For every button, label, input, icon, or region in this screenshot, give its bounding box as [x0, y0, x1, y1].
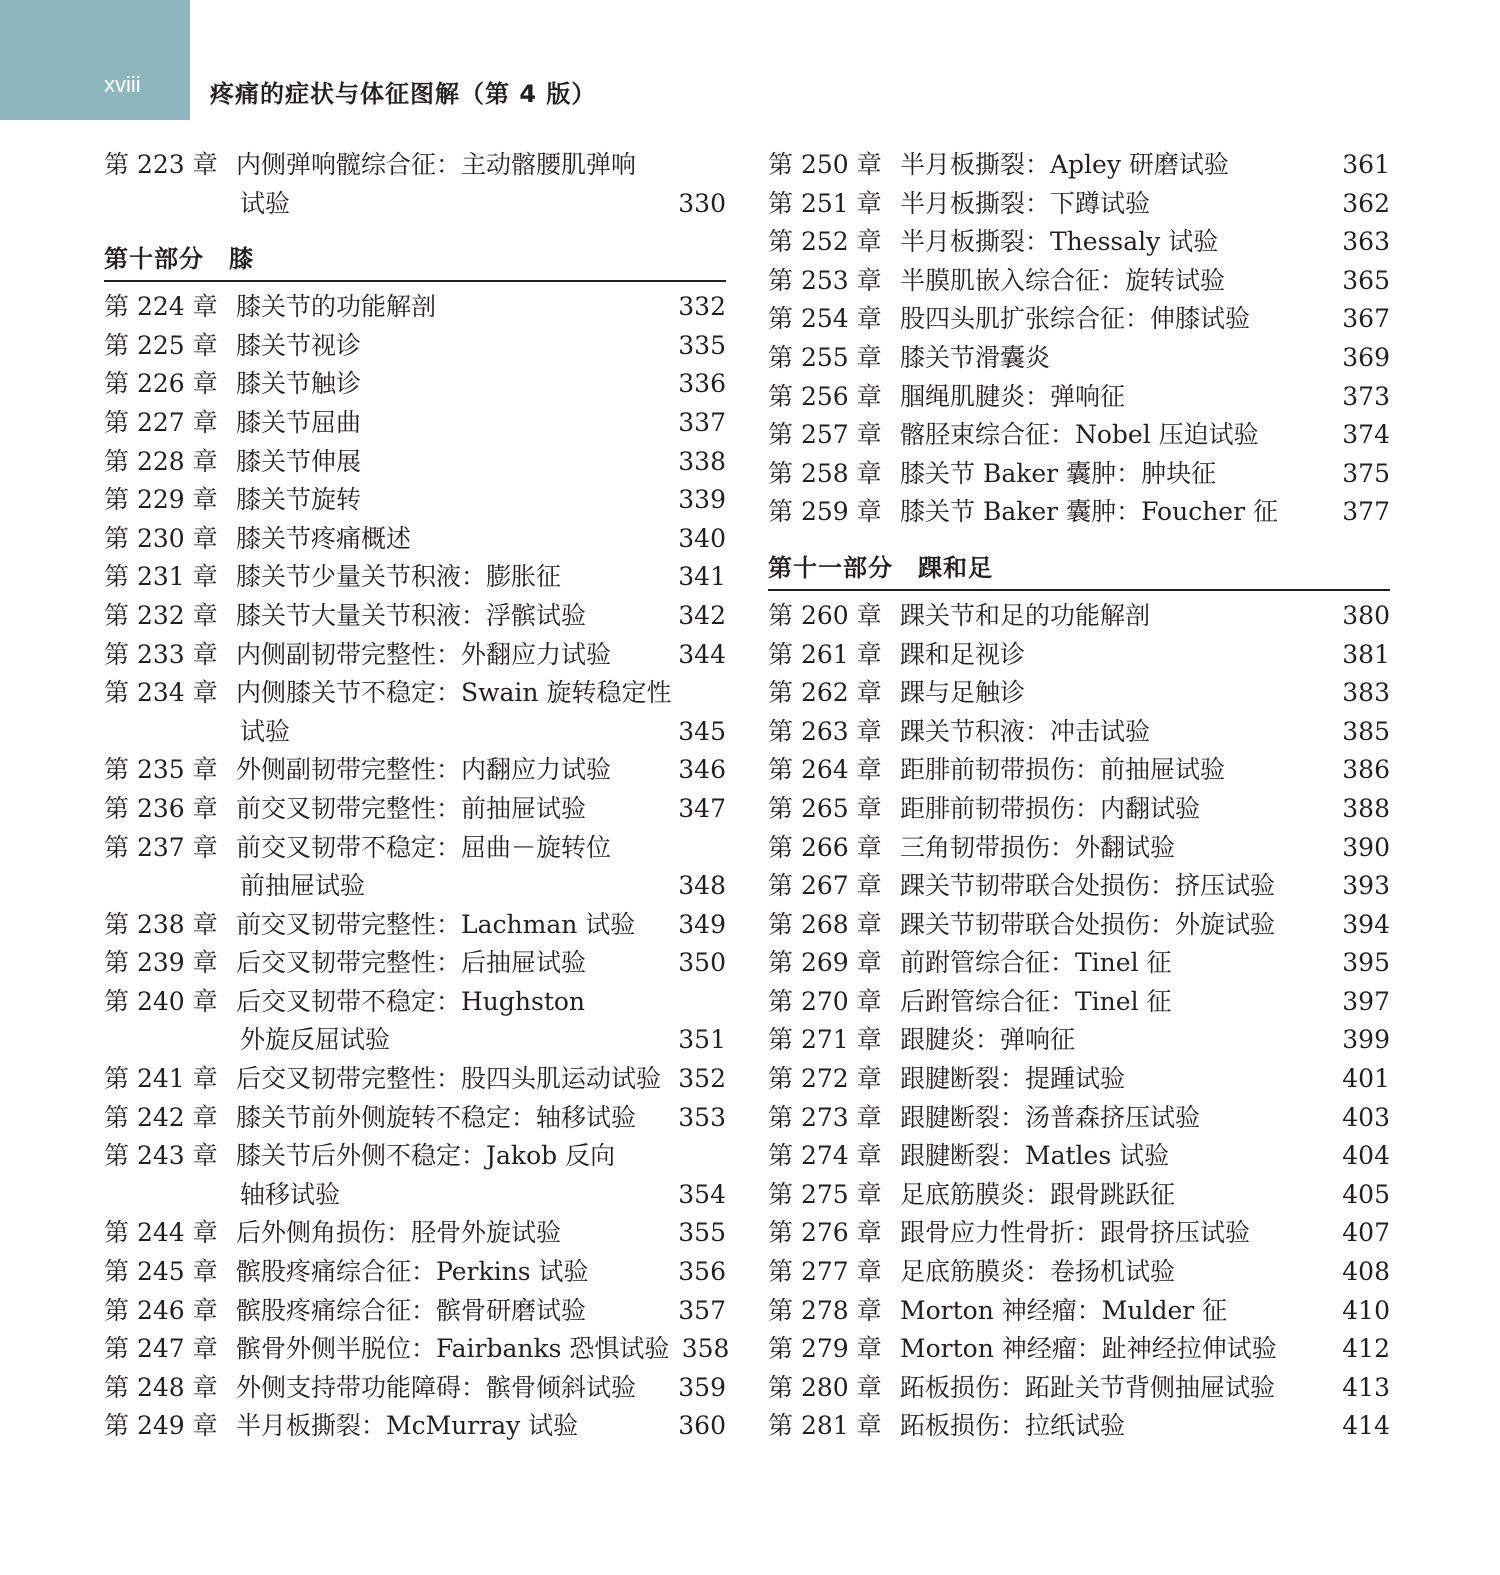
toc-entry-257[interactable]	[768, 416, 1390, 455]
toc-entry-243[interactable]	[104, 1137, 726, 1176]
chapter-number: 第 248 章	[104, 1372, 218, 1402]
page-number: 388	[1342, 793, 1390, 823]
page-number: 346	[678, 755, 726, 785]
chapter-number: 第 268 章	[768, 909, 882, 939]
page-number-roman: xviii	[104, 72, 141, 97]
chapter-title: 股四头肌扩张综合征：伸膝试验	[900, 304, 1251, 334]
chapter-title: 髌骨外侧半脱位：Fairbanks 恐惧试验	[236, 1334, 670, 1364]
toc-entry-241[interactable]	[104, 1060, 726, 1099]
chapter-number: 第 278 章	[768, 1295, 882, 1325]
toc-entry-223-cont	[104, 185, 726, 224]
toc-entry-277[interactable]	[768, 1253, 1390, 1292]
chapter-title: 半月板撕裂：下蹲试验	[900, 188, 1151, 218]
chapter-number: 第 245 章	[104, 1257, 218, 1287]
chapter-title: 膝关节的功能解剖	[236, 292, 437, 322]
chapter-number: 第 241 章	[104, 1064, 218, 1094]
chapter-number: 第 238 章	[104, 909, 218, 939]
chapter-title: 膝关节旋转	[236, 485, 362, 515]
toc-entry-233[interactable]	[104, 636, 726, 675]
chapter-number: 第 256 章	[768, 381, 882, 411]
page-number: 401	[1342, 1064, 1390, 1094]
toc-entry-239[interactable]	[104, 944, 726, 983]
chapter-number: 第 263 章	[768, 716, 882, 746]
page-number: 390	[1342, 832, 1390, 862]
chapter-number: 第 249 章	[104, 1411, 218, 1441]
page-number: 363	[1342, 227, 1390, 257]
chapter-number: 第 261 章	[768, 639, 882, 669]
chapter-number: 第 269 章	[768, 948, 882, 978]
chapter-title: 内侧副韧带完整性：外翻应力试验	[236, 639, 612, 669]
toc-entry-240[interactable]	[104, 983, 726, 1022]
toc-column-right	[768, 146, 1390, 1446]
toc-entry-259[interactable]	[768, 493, 1390, 532]
chapter-title: 膝关节 Baker 囊肿：Foucher 征	[900, 497, 1278, 527]
chapter-title: 外侧支持带功能障碍：髌骨倾斜试验	[236, 1372, 637, 1402]
chapter-number: 第 230 章	[104, 523, 218, 553]
page-number: 339	[678, 485, 726, 515]
toc-entry-230[interactable]	[104, 520, 726, 559]
toc-entry-225[interactable]	[104, 327, 726, 366]
toc-entry-240-cont	[104, 1021, 726, 1060]
chapter-title: 内侧弹响髋综合征：主动髂腰肌弹响	[236, 150, 637, 179]
toc-entry-234-cont	[104, 713, 726, 752]
toc-entry-264[interactable]	[768, 751, 1390, 790]
page-number: 381	[1342, 639, 1390, 669]
page-number: 351	[678, 1025, 726, 1055]
page-number: 383	[1342, 678, 1390, 708]
toc-entry-243-cont	[104, 1176, 726, 1215]
chapter-number: 第 251 章	[768, 188, 882, 218]
section-heading-knee: 第十部分 膝	[104, 239, 726, 282]
chapter-title: 膝关节屈曲	[236, 407, 362, 437]
page-number: 408	[1342, 1257, 1390, 1287]
page-number: 344	[678, 639, 726, 669]
chapter-number: 第 228 章	[104, 446, 218, 476]
page-number: 403	[1342, 1102, 1390, 1132]
chapter-number: 第 258 章	[768, 458, 882, 488]
chapter-title: 跟腱断裂：汤普森挤压试验	[900, 1102, 1201, 1132]
chapter-number: 第 255 章	[768, 342, 882, 372]
page-number: 380	[1342, 600, 1390, 630]
chapter-title-cont: 轴移试验	[240, 1179, 341, 1209]
chapter-title: 后交叉韧带完整性：后抽屉试验	[236, 948, 587, 978]
chapter-title: 髌股疼痛综合征：Perkins 试验	[236, 1257, 589, 1287]
chapter-number: 第 229 章	[104, 485, 218, 515]
page-number: 345	[678, 716, 726, 746]
chapter-number: 第 231 章	[104, 562, 218, 592]
chapter-title-cont: 外旋反屈试验	[240, 1025, 391, 1055]
chapter-title: 膝关节疼痛概述	[236, 523, 412, 553]
page-number: 375	[1342, 458, 1390, 488]
page-number: 352	[678, 1064, 726, 1094]
toc-entry-246[interactable]	[104, 1292, 726, 1331]
page-number: 347	[678, 793, 726, 823]
toc-entry-251[interactable]	[768, 185, 1390, 224]
chapter-title: 踝关节积液：冲击试验	[900, 716, 1151, 746]
chapter-title: 膝关节大量关节积液：浮髌试验	[236, 600, 587, 630]
page-number: 340	[678, 523, 726, 553]
chapter-number: 第 281 章	[768, 1411, 882, 1441]
page-number: 355	[678, 1218, 726, 1248]
chapter-title: 膝关节滑囊炎	[900, 342, 1051, 372]
toc-entry-223[interactable]	[104, 146, 726, 185]
toc-entry-226[interactable]	[104, 365, 726, 404]
page-number: 342	[678, 600, 726, 630]
chapter-number: 第 233 章	[104, 639, 218, 669]
page-number: 414	[1342, 1411, 1390, 1441]
page-number: 338	[678, 446, 726, 476]
chapter-number: 第 225 章	[104, 330, 218, 360]
chapter-title: 前交叉韧带完整性：Lachman 试验	[236, 909, 636, 939]
page-number: 362	[1342, 188, 1390, 218]
toc-entry-253[interactable]	[768, 262, 1390, 301]
page-number: 359	[678, 1372, 726, 1402]
toc-entry-235[interactable]	[104, 751, 726, 790]
chapter-number: 第 254 章	[768, 304, 882, 334]
page-number: 399	[1342, 1025, 1390, 1055]
page-number: 357	[678, 1295, 726, 1325]
toc-entry-275[interactable]	[768, 1176, 1390, 1215]
toc-entry-234[interactable]	[104, 674, 726, 713]
chapter-number: 第 259 章	[768, 497, 882, 527]
toc-entry-266[interactable]	[768, 829, 1390, 868]
page-number: 374	[1342, 420, 1390, 450]
toc-entry-263[interactable]	[768, 713, 1390, 752]
chapter-number: 第 271 章	[768, 1025, 882, 1055]
page-number: 341	[678, 562, 726, 592]
chapter-title-cont: 试验	[240, 716, 291, 746]
page-number: 348	[678, 871, 726, 901]
chapter-number: 第 266 章	[768, 832, 882, 862]
chapter-number: 第 223 章	[104, 150, 218, 179]
chapter-title: 膝关节少量关节积液：膨胀征	[236, 562, 562, 592]
toc-entry-262[interactable]	[768, 674, 1390, 713]
toc-entry-244[interactable]	[104, 1214, 726, 1253]
page-number: 356	[678, 1257, 726, 1287]
page-number: 394	[1342, 909, 1390, 939]
toc-entry-252[interactable]	[768, 223, 1390, 262]
toc-entry-248[interactable]	[104, 1369, 726, 1408]
page-number: 413	[1342, 1372, 1390, 1402]
toc-column-left	[104, 146, 730, 1446]
toc-entry-231[interactable]	[104, 558, 726, 597]
chapter-number: 第 276 章	[768, 1218, 882, 1248]
toc-entry-281[interactable]	[768, 1407, 1390, 1446]
chapter-number: 第 242 章	[104, 1102, 218, 1132]
chapter-title: 膝关节视诊	[236, 330, 362, 360]
chapter-title: 半月板撕裂：McMurray 试验	[236, 1411, 579, 1441]
page-number: 397	[1342, 986, 1390, 1016]
chapter-title: Morton 神经瘤：Mulder 征	[900, 1295, 1228, 1325]
page-number: 349	[678, 909, 726, 939]
page-number: 407	[1342, 1218, 1390, 1248]
toc-entry-255[interactable]	[768, 339, 1390, 378]
toc-entry-269[interactable]	[768, 944, 1390, 983]
toc-entry-272[interactable]	[768, 1060, 1390, 1099]
toc-entry-236[interactable]	[104, 790, 726, 829]
page-number: 369	[1342, 342, 1390, 372]
toc-entry-224[interactable]	[104, 288, 726, 327]
chapter-title: 跟腱断裂：提踵试验	[900, 1064, 1126, 1094]
chapter-number: 第 273 章	[768, 1102, 882, 1132]
chapter-number: 第 246 章	[104, 1295, 218, 1325]
page-number: 335	[678, 330, 726, 360]
page-number: 365	[1342, 265, 1390, 295]
toc-entry-232[interactable]	[104, 597, 726, 636]
chapter-title: 后交叉韧带不稳定：Hughston	[236, 986, 586, 1016]
toc-entry-228[interactable]	[104, 443, 726, 482]
chapter-number: 第 239 章	[104, 948, 218, 978]
chapter-title: Morton 神经瘤：趾神经拉伸试验	[900, 1334, 1277, 1364]
chapter-number: 第 274 章	[768, 1141, 882, 1171]
chapter-title: 内侧膝关节不稳定：Swain 旋转稳定性	[236, 678, 672, 708]
toc-entry-245[interactable]	[104, 1253, 726, 1292]
chapter-title: 外侧副韧带完整性：内翻应力试验	[236, 755, 612, 785]
chapter-number: 第 279 章	[768, 1334, 882, 1364]
toc-entry-247[interactable]	[104, 1330, 730, 1369]
page-number: 377	[1342, 497, 1390, 527]
chapter-number: 第 267 章	[768, 871, 882, 901]
page-number: 350	[678, 948, 726, 978]
page-number: 373	[1342, 381, 1390, 411]
chapter-title: 跖板损伤：拉纸试验	[900, 1411, 1126, 1441]
toc-entry-276[interactable]	[768, 1214, 1390, 1253]
chapter-number: 第 243 章	[104, 1141, 218, 1171]
page-number: 360	[678, 1411, 726, 1441]
toc-entry-278[interactable]	[768, 1292, 1390, 1331]
toc-entry-242[interactable]	[104, 1099, 726, 1138]
chapter-number: 第 236 章	[104, 793, 218, 823]
page-number: 330	[678, 188, 726, 218]
toc-entry-258[interactable]	[768, 455, 1390, 494]
toc-entry-237-cont	[104, 867, 726, 906]
page-number: 358	[681, 1334, 730, 1364]
chapter-title: 膝关节触诊	[236, 369, 362, 399]
chapter-number: 第 240 章	[104, 986, 218, 1016]
chapter-title: 后跗管综合征：Tinel 征	[900, 986, 1172, 1016]
chapter-title: 后交叉韧带完整性：股四头肌运动试验	[236, 1064, 662, 1094]
toc-entry-237[interactable]	[104, 829, 726, 868]
chapter-number: 第 227 章	[104, 407, 218, 437]
toc-entry-270[interactable]	[768, 983, 1390, 1022]
toc-entry-260[interactable]	[768, 597, 1390, 636]
toc-entry-271[interactable]	[768, 1021, 1390, 1060]
chapter-title: 三角韧带损伤：外翻试验	[900, 832, 1176, 862]
chapter-title: 踝与足触诊	[900, 678, 1026, 708]
toc-entry-249[interactable]	[104, 1407, 726, 1446]
toc-entry-265[interactable]	[768, 790, 1390, 829]
chapter-title: 髌股疼痛综合征：髌骨研磨试验	[236, 1295, 587, 1325]
chapter-title: 跟腱炎：弹响征	[900, 1025, 1076, 1055]
chapter-title: 半膜肌嵌入综合征：旋转试验	[900, 265, 1226, 295]
toc-entry-268[interactable]	[768, 906, 1390, 945]
chapter-number: 第 247 章	[104, 1334, 218, 1364]
toc-entry-238[interactable]	[104, 906, 726, 945]
chapter-number: 第 264 章	[768, 755, 882, 785]
toc-entry-280[interactable]	[768, 1369, 1390, 1408]
chapter-number: 第 224 章	[104, 292, 218, 322]
chapter-title: 膝关节 Baker 囊肿：肿块征	[900, 458, 1217, 488]
chapter-title: 踝关节韧带联合处损伤：挤压试验	[900, 871, 1276, 901]
toc-entry-256[interactable]	[768, 378, 1390, 417]
chapter-number: 第 265 章	[768, 793, 882, 823]
section-heading-ankle-foot: 第十一部分 踝和足	[768, 548, 1390, 591]
chapter-title: 髂胫束综合征：Nobel 压迫试验	[900, 420, 1259, 450]
chapter-number: 第 226 章	[104, 369, 218, 399]
page-number: 353	[678, 1102, 726, 1132]
chapter-title: 距腓前韧带损伤：内翻试验	[900, 793, 1201, 823]
toc-entry-273[interactable]	[768, 1099, 1390, 1138]
toc-entry-254[interactable]	[768, 300, 1390, 339]
chapter-title: 膝关节前外侧旋转不稳定：轴移试验	[236, 1102, 637, 1132]
page-number: 385	[1342, 716, 1390, 746]
toc-entry-279[interactable]	[768, 1330, 1390, 1369]
chapter-title: 半月板撕裂：Apley 研磨试验	[900, 150, 1229, 179]
chapter-title: 距腓前韧带损伤：前抽屉试验	[900, 755, 1226, 785]
chapter-number: 第 262 章	[768, 678, 882, 708]
chapter-number: 第 253 章	[768, 265, 882, 295]
chapter-title: 踝关节韧带联合处损伤：外旋试验	[900, 909, 1276, 939]
chapter-title: 前交叉韧带完整性：前抽屉试验	[236, 793, 587, 823]
page-number: 332	[678, 292, 726, 322]
page-number: 386	[1342, 755, 1390, 785]
running-head-title: 疼痛的症状与体征图解（第 4 版）	[210, 80, 597, 108]
chapter-title: 踝关节和足的功能解剖	[900, 600, 1151, 630]
page-number: 410	[1342, 1295, 1390, 1325]
chapter-title: 膝关节后外侧不稳定：Jakob 反向	[236, 1141, 616, 1171]
chapter-title: 前交叉韧带不稳定：屈曲－旋转位	[236, 832, 612, 862]
chapter-title: 足底筋膜炎：卷扬机试验	[900, 1257, 1176, 1287]
page-number: 404	[1342, 1141, 1390, 1171]
chapter-title-cont: 前抽屉试验	[240, 871, 366, 901]
chapter-number: 第 252 章	[768, 227, 882, 257]
chapter-title: 前跗管综合征：Tinel 征	[900, 948, 1172, 978]
page-number: 354	[678, 1179, 726, 1209]
chapter-title: 腘绳肌腱炎：弹响征	[900, 381, 1126, 411]
chapter-title: 足底筋膜炎：跟骨跳跃征	[900, 1179, 1176, 1209]
chapter-title-cont: 试验	[240, 188, 291, 218]
chapter-number: 第 277 章	[768, 1257, 882, 1287]
chapter-number: 第 237 章	[104, 832, 218, 862]
page-number: 336	[678, 369, 726, 399]
page-number: 395	[1342, 948, 1390, 978]
page-number: 337	[678, 407, 726, 437]
page-number: 393	[1342, 871, 1390, 901]
chapter-number: 第 232 章	[104, 600, 218, 630]
page-number-tab	[0, 0, 190, 120]
toc-entry-227[interactable]	[104, 404, 726, 443]
chapter-number: 第 250 章	[768, 150, 882, 179]
chapter-title: 膝关节伸展	[236, 446, 362, 476]
toc-entry-267[interactable]	[768, 867, 1390, 906]
chapter-number: 第 244 章	[104, 1218, 218, 1248]
page-number: 412	[1342, 1334, 1390, 1364]
page-number: 367	[1342, 304, 1390, 334]
chapter-title: 跟骨应力性骨折：跟骨挤压试验	[900, 1218, 1251, 1248]
toc-entry-250[interactable]	[768, 146, 1390, 185]
chapter-number: 第 270 章	[768, 986, 882, 1016]
chapter-title: 跖板损伤：跖趾关节背侧抽屉试验	[900, 1372, 1276, 1402]
chapter-title: 后外侧角损伤：胫骨外旋试验	[236, 1218, 562, 1248]
chapter-number: 第 235 章	[104, 755, 218, 785]
chapter-number: 第 280 章	[768, 1372, 882, 1402]
chapter-title: 跟腱断裂：Matles 试验	[900, 1141, 1170, 1171]
chapter-number: 第 260 章	[768, 600, 882, 630]
chapter-title: 踝和足视诊	[900, 639, 1026, 669]
toc-entry-274[interactable]	[768, 1137, 1390, 1176]
chapter-number: 第 272 章	[768, 1064, 882, 1094]
toc-entry-229[interactable]	[104, 481, 726, 520]
page-number: 361	[1342, 150, 1390, 179]
page-number: 405	[1342, 1179, 1390, 1209]
chapter-title: 半月板撕裂：Thessaly 试验	[900, 227, 1219, 257]
chapter-number: 第 275 章	[768, 1179, 882, 1209]
chapter-number: 第 257 章	[768, 420, 882, 450]
toc-entry-261[interactable]	[768, 636, 1390, 675]
chapter-number: 第 234 章	[104, 678, 218, 708]
